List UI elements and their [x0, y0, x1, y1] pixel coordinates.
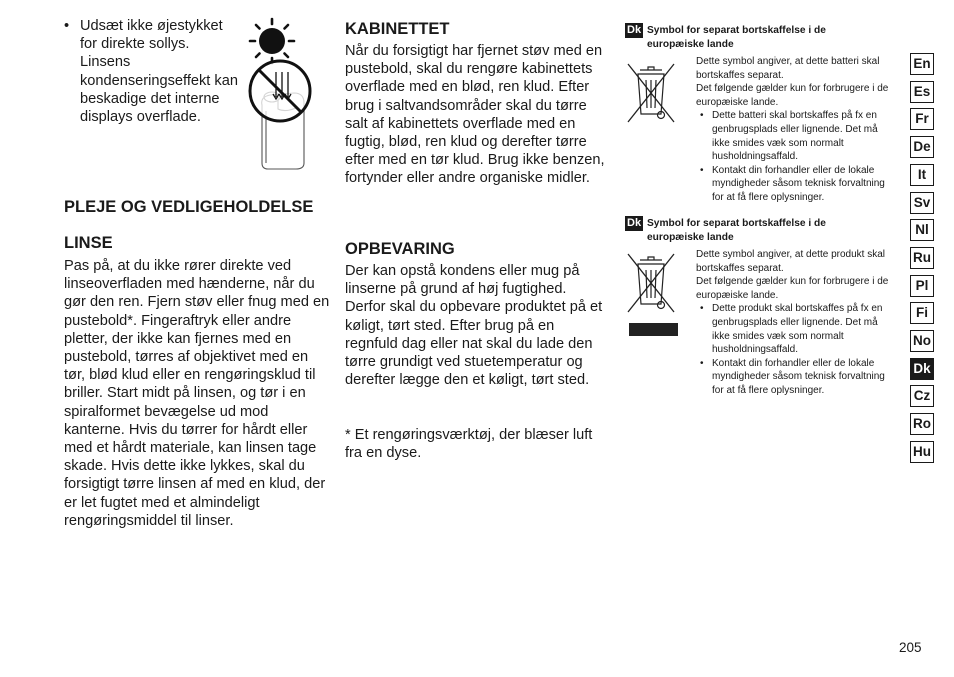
cabinet-paragraph: Når du forsigtigt har fjernet støv med en pustebold, skal du rengøre kabinettets overflade med en blød, ren klud. Efter brug i saltvandsområder skal du tørre salt af kabinettets overflade med en fugtig, blød, ren klud og derefter tørre efter med en tør klud. Brug ikke benzen, fortynder eller andre organiske midler.	[345, 43, 605, 187]
tab-language-fr[interactable]: Fr	[910, 108, 934, 130]
disposal-intro: Dette symbol angiver, at dette produkt skal bortskaffes separat.	[696, 249, 885, 274]
no-sunlight-illustration	[238, 17, 330, 173]
disposal-title-line2: europæiske lande	[647, 38, 734, 50]
tab-language-en[interactable]: En	[910, 53, 934, 75]
list-item: • Dette batteri skal bortskaffes på fx en genbrugsplads eller lignende. Det må ikke smides væk som normalt husholdningsaffald.	[700, 110, 878, 163]
disposal-intro: Dette symbol angiver, at dette batteri skal bortskaffes separat.	[696, 56, 880, 81]
heading-cabinet: KABINETTET	[345, 20, 450, 38]
tab-language-pl[interactable]: Pl	[910, 275, 934, 297]
disposal-applies: Det følgende gælder kun for forbrugere i de europæiske lande.	[696, 83, 889, 108]
tab-language-no[interactable]: No	[910, 330, 934, 352]
crossed-bin-icon	[626, 252, 680, 338]
dk-badge: Dk	[627, 217, 642, 229]
sunlight-warning-text: Udsæt ikke øjestykket for direkte sollys. Linsens kondenseringseffekt kan beskadige det interne displays overflade.	[80, 18, 238, 126]
list-item: • Dette produkt skal bortskaffes på fx en genbrugsplads eller lignende. Det må ikke smides væk som normalt husholdningsaffald.	[700, 303, 883, 356]
disposal-title-line1: Symbol for separat bortskaffelse i de	[647, 218, 826, 229]
tab-language-ru[interactable]: Ru	[910, 247, 934, 269]
page-number: 205	[899, 640, 922, 655]
disposal-product-body	[696, 248, 892, 398]
tab-language-it[interactable]: It	[910, 164, 934, 186]
tab-language-de[interactable]: De	[910, 136, 934, 158]
dk-badge: Dk	[627, 24, 642, 36]
disposal-battery-body	[696, 55, 892, 205]
disposal-product-section	[625, 213, 895, 243]
heading-care-maintenance: PLEJE OG VEDLIGEHOLDELSE	[64, 198, 314, 216]
storage-paragraph: Der kan opstå kondens eller mug på linserne på grund af høj fugtighed. Derfor skal du opbevare produktet på et køligt, tørt sted. Efter brug på en regnfuld dag eller nat skal du lade den tørre grundigt ved stuetemperatur og derefter lægge den et køligt, tørt sted.	[345, 263, 603, 389]
tab-language-nl[interactable]: Nl	[910, 219, 934, 241]
disposal-applies: Det følgende gælder kun for forbrugere i de europæiske lande.	[696, 276, 889, 301]
tab-language-cz[interactable]: Cz	[910, 385, 934, 407]
list-item: • Kontakt din forhandler eller de lokale myndigheder såsom teknisk forvaltning for at få flere oplysninger.	[700, 164, 885, 203]
tab-language-dk[interactable]: Dk	[910, 358, 934, 380]
crossed-bin-icon	[626, 62, 676, 124]
tab-language-hu[interactable]: Hu	[910, 441, 934, 463]
tab-language-es[interactable]: Es	[910, 81, 934, 103]
bullet-dot: •	[64, 18, 70, 34]
heading-storage: OPBEVARING	[345, 240, 455, 258]
tab-language-ro[interactable]: Ro	[910, 413, 934, 435]
list-item: • Kontakt din forhandler eller de lokale myndigheder såsom teknisk forvaltning for at få flere oplysninger.	[700, 357, 885, 396]
disposal-title-line1: Symbol for separat bortskaffelse i de	[647, 25, 826, 36]
tab-language-fi[interactable]: Fi	[910, 302, 934, 324]
tab-language-sv[interactable]: Sv	[910, 192, 934, 214]
heading-lens: LINSE	[64, 234, 113, 252]
disposal-title-line2: europæiske lande	[647, 231, 734, 243]
footnote: * Et rengøringsværktøj, der blæser luft fra en dyse.	[345, 427, 593, 462]
disposal-battery-section	[625, 20, 895, 50]
lens-paragraph: Pas på, at du ikke rører direkte ved linseoverfladen med hænderne, når du gør den ren. Fjern støv eller fnug med en pustebold*. Fingeraftryk eller andre pletter, der ikke kan fjernes med en pustebold, tørres af objektivet med en tør, blød klud eller en rengøringsklud til briller. Start midt på linsen, og tør i en spiralformet bevægelse ud mod kanterne. Hvis du tørrer for hårdt eller med et hårdt materiale, kan linsen tage skade. Hvis dette ikke lykkes, skal du forsigtigt tørre linsen af med en klud, der er let fugtet med et almindeligt rengøringsmiddel til linser.	[64, 258, 330, 529]
